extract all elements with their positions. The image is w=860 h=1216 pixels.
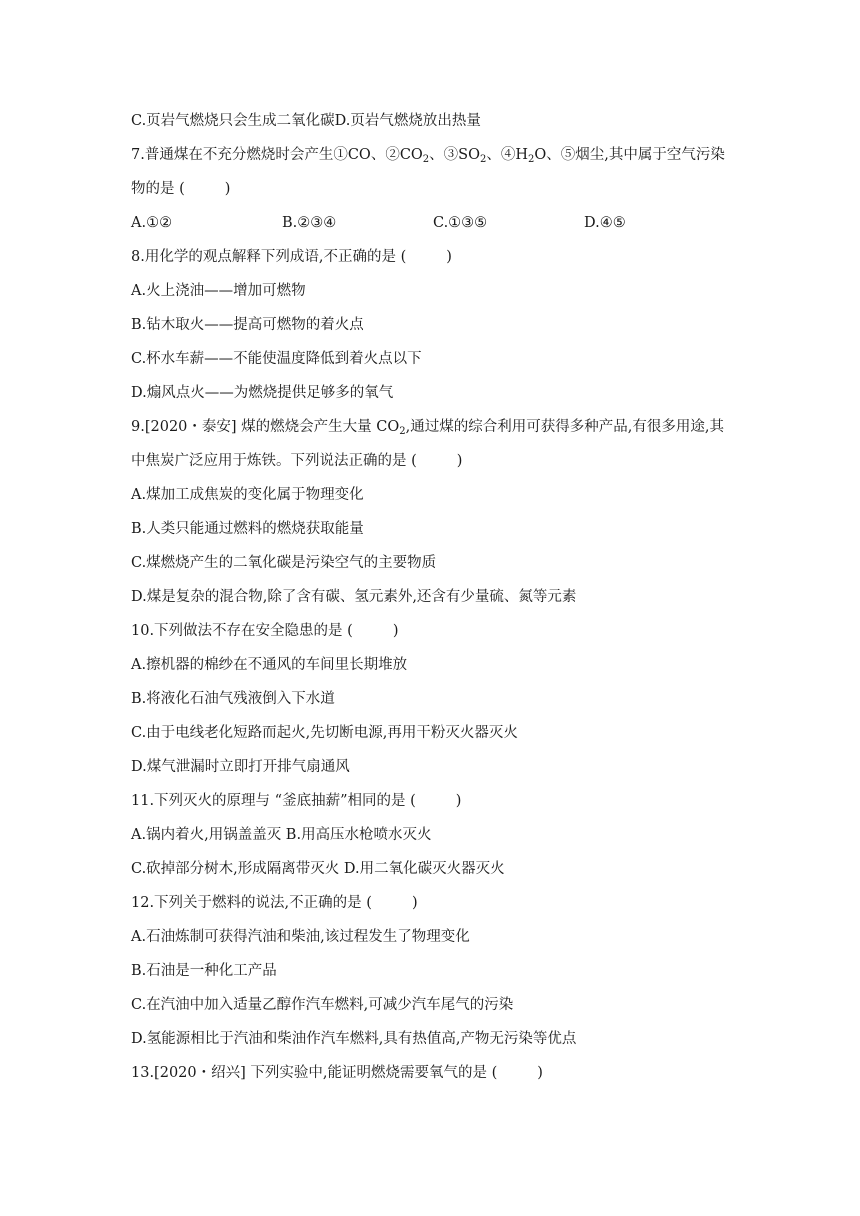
q9-option-d: D.煤是复杂的混合物,除了含有碳、氢元素外,还含有少量硫、氮等元素 <box>131 589 577 605</box>
answer-paren-open: ( <box>347 623 353 639</box>
question-10-stem <box>131 621 399 641</box>
question-7-stem <box>131 145 725 165</box>
question-13-stem <box>131 1063 543 1083</box>
q10-option-c: C.由于电线老化短路而起火,先切断电源,再用干粉灭火器灭火 <box>131 725 518 741</box>
answer-paren-open: ( <box>179 181 185 197</box>
answer-paren-close: ) <box>455 793 462 809</box>
q10-option-b: B.将液化石油气残液倒入下水道 <box>131 691 335 707</box>
answer-paren-close: ) <box>456 453 463 469</box>
q8-option-c: C.杯水车薪——不能使温度降低到着火点以下 <box>131 351 422 367</box>
q9-text-a: 9.[2020・泰安] 煤的燃烧会产生大量 CO <box>131 419 400 435</box>
q11-text: 11.下列灭火的原理与 “釜底抽薪”相同的是 <box>131 793 406 809</box>
answer-paren-open: ( <box>411 453 417 469</box>
answer-paren-close: ) <box>392 623 399 639</box>
q12-option-d: D.氢能源相比于汽油和柴油作汽车燃料,具有热值高,产物无污染等优点 <box>131 1031 577 1047</box>
q11-option-cd: C.砍掉部分树木,形成隔离带灭火 D.用二氧化碳灭火器灭火 <box>131 861 505 877</box>
q12-text: 12.下列关于燃料的说法,不正确的是 <box>131 895 362 911</box>
q7-option-a: A.①② <box>131 215 173 231</box>
answer-paren-close: ) <box>411 895 418 911</box>
q8-option-b: B.钻木取火——提高可燃物的着火点 <box>131 317 364 333</box>
q8-text: 8.用化学的观点解释下列成语,不正确的是 <box>131 249 396 265</box>
question-12-stem <box>131 893 418 913</box>
q7-text-b: 、③SO <box>429 147 480 163</box>
question-11-stem <box>131 791 461 811</box>
answer-paren-close: ) <box>224 181 231 197</box>
question-7-stem-cont <box>131 179 230 199</box>
q7-option-c: C.①③⑤ <box>433 215 488 231</box>
q10-option-a: A.擦机器的棉纱在不通风的车间里长期堆放 <box>131 657 408 673</box>
subscript: 2 <box>480 154 487 165</box>
q9-text-cont: 中焦炭广泛应用于炼铁。下列说法正确的是 <box>131 453 407 469</box>
q7-text-a: 7.普通煤在不充分燃烧时会产生①CO、②CO <box>131 147 423 163</box>
q7-text-d: O、⑤烟尘,其中属于空气污染 <box>534 147 725 163</box>
q11-option-ab: A.锅内着火,用锅盖盖灭 B.用高压水枪喷水灭火 <box>131 827 432 843</box>
question-9-stem-cont <box>131 451 462 471</box>
subscript: 2 <box>422 154 430 165</box>
question-9-stem <box>131 417 724 437</box>
answer-paren-open: ( <box>366 895 372 911</box>
answer-paren-close: ) <box>537 1065 543 1081</box>
q7-option-d: D.④⑤ <box>584 215 626 231</box>
answer-paren-open: ( <box>400 249 407 265</box>
q7-option-b: B.②③④ <box>282 215 337 231</box>
q9-option-b: B.人类只能通过燃料的燃烧获取能量 <box>131 521 364 537</box>
q7-text-cont: 物的是 <box>131 181 175 197</box>
q6-option-cd: C.页岩气燃烧只会生成二氧化碳D.页岩气燃烧放出热量 <box>131 113 481 129</box>
q9-option-c: C.煤燃烧产生的二氧化碳是污染空气的主要物质 <box>131 555 437 571</box>
subscript: 2 <box>399 426 406 437</box>
q9-option-a: A.煤加工成焦炭的变化属于物理变化 <box>131 487 364 503</box>
q10-text: 10.下列做法不存在安全隐患的是 <box>131 623 343 639</box>
q8-option-d: D.煽风点火——为燃烧提供足够多的氧气 <box>131 385 394 401</box>
subscript: 2 <box>528 154 535 165</box>
answer-paren-close: ) <box>446 249 452 265</box>
q12-option-c: C.在汽油中加入适量乙醇作汽车燃料,可减少汽车尾气的污染 <box>131 997 514 1013</box>
q12-option-a: A.石油炼制可获得汽油和柴油,该过程发生了物理变化 <box>131 929 470 945</box>
q12-option-b: B.石油是一种化工产品 <box>131 963 277 979</box>
q13-text: 13.[2020・绍兴] 下列实验中,能证明燃烧需要氧气的是 <box>131 1065 487 1081</box>
answer-paren-open: ( <box>491 1065 498 1081</box>
q7-text-c: 、④H <box>486 147 529 163</box>
answer-paren-open: ( <box>410 793 416 809</box>
question-8-stem <box>131 247 452 267</box>
q8-option-a: A.火上浇油——增加可燃物 <box>131 283 306 299</box>
q10-option-d: D.煤气泄漏时立即打开排气扇通风 <box>131 759 350 775</box>
q9-text-b: ,通过煤的综合利用可获得多种产品,有很多用途,其 <box>405 419 724 435</box>
